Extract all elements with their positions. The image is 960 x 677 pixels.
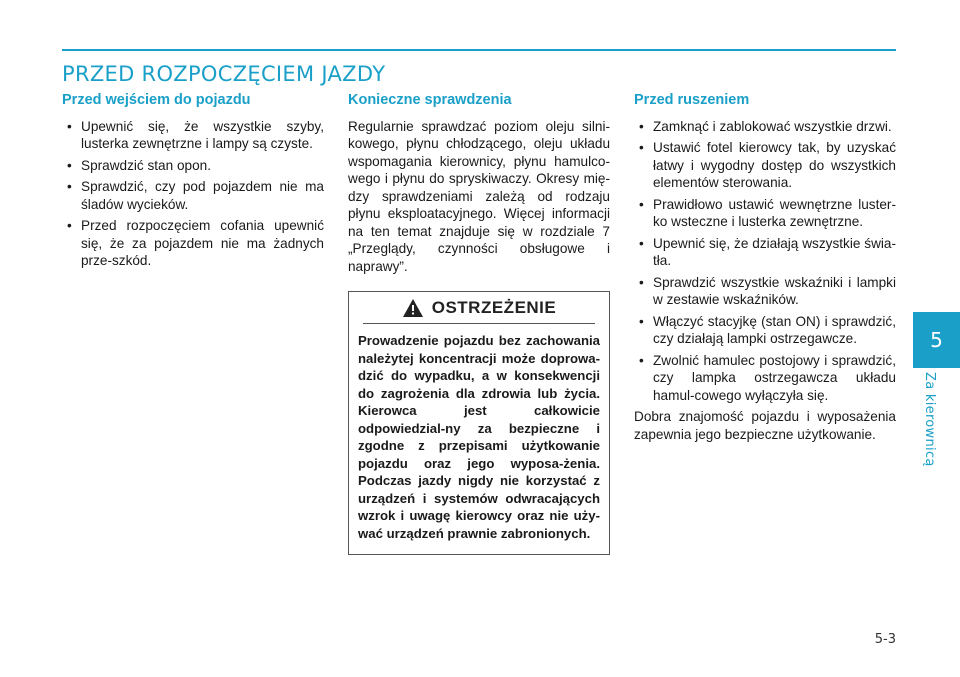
chapter-number: 5 <box>930 328 943 352</box>
closing-paragraph: Dobra znajomość pojazdu i wyposażenia zapewnia jego bezpieczne użytkowanie. <box>634 409 896 442</box>
chapter-label-wrap <box>922 372 942 472</box>
list-item: • Sprawdzić, czy pod pojazdem nie ma śladów wycieków. <box>62 178 324 213</box>
warning-header <box>349 292 609 324</box>
list-item: • Upewnić się, że wszystkie szyby, lusterka zewnętrzne i lampy są czyste. <box>62 118 324 153</box>
column-left <box>62 92 324 274</box>
page-title: PRZED ROZPOCZĘCIEM JAZDY <box>62 62 386 86</box>
section-heading-required-checks: Konieczne sprawdzenia <box>348 92 512 108</box>
column-middle <box>348 92 610 555</box>
section-heading-before-entering: Przed wejściem do pojazdu <box>62 92 251 108</box>
before-entering-list <box>62 118 324 270</box>
list-item: • Sprawdzić wszystkie wskaźniki i lampki w zestawie wskaźników. <box>634 274 896 309</box>
list-item: • Prawidłowo ustawić wewnętrzne luster-ko wsteczne i lusterka zewnętrzne. <box>634 196 896 231</box>
chapter-tab[interactable] <box>913 312 960 368</box>
section-heading-before-driving-off: Przed ruszeniem <box>634 92 750 108</box>
list-item: • Zamknąć i zablokować wszystkie drzwi. <box>634 118 896 136</box>
list-item: • Zwolnić hamulec postojowy i sprawdzić, czy lampka ostrzegawcza układu hamul-cowego wyłączyła się. <box>634 352 896 405</box>
warning-box <box>348 291 610 555</box>
list-item: • Przed rozpoczęciem cofania upewnić się, że za pojazdem nie ma żadnych prze-szkód. <box>62 217 324 270</box>
before-driving-list <box>634 118 896 405</box>
required-checks-paragraph: Regularnie sprawdzać poziom oleju silni-kowego, płynu chłodzącego, oleju układu wspomagania kierownicy, płynu hamulco-wego i płynu do spryskiwaczy. Okresy mię-dzy sprawdzeniami zależą od rodzaju płynu eksploatacyjnego. Więcej informacji na ten temat znajduje się w rozdziale 7 „Przeglądy, czynności obsługowe i naprawy”. <box>348 118 610 274</box>
list-item: • Ustawić fotel kierowcy tak, by uzyskać łatwy i wygodny dostęp do wszystkich elementów sterowania. <box>634 139 896 192</box>
page-number: 5-3 <box>874 632 896 647</box>
list-item: • Włączyć stacyjkę (stan ON) i sprawdzić, czy działają lampki ostrzegawcze. <box>634 313 896 348</box>
list-item: • Upewnić się, że działają wszystkie świa-tła. <box>634 235 896 270</box>
column-right <box>634 92 896 443</box>
warning-triangle-icon <box>402 298 424 318</box>
top-rule <box>62 49 896 51</box>
warning-text: Prowadzenie pojazdu bez zachowania należytej koncentracji może doprowa-dzić do wypadku, a w konsekwencji do zagrożenia dla zdrowia lub życia. Kierowca jest całkowicie odpowiedzial-ny za bezpieczne i zgodne z przepisami użytkowanie pojazdu oraz jego wyposa-żenia. Podczas jazdy nigdy nie korzystać z urządzeń i systemów odwracających wzrok i uwagę kierowcy oraz nie uży-wać urządzeń prawnie zabronionych. <box>358 333 600 541</box>
warning-title: OSTRZEŻENIE <box>431 298 557 318</box>
chapter-label: Za kierownicą <box>922 372 937 467</box>
list-item: • Sprawdzić stan opon. <box>62 157 324 175</box>
